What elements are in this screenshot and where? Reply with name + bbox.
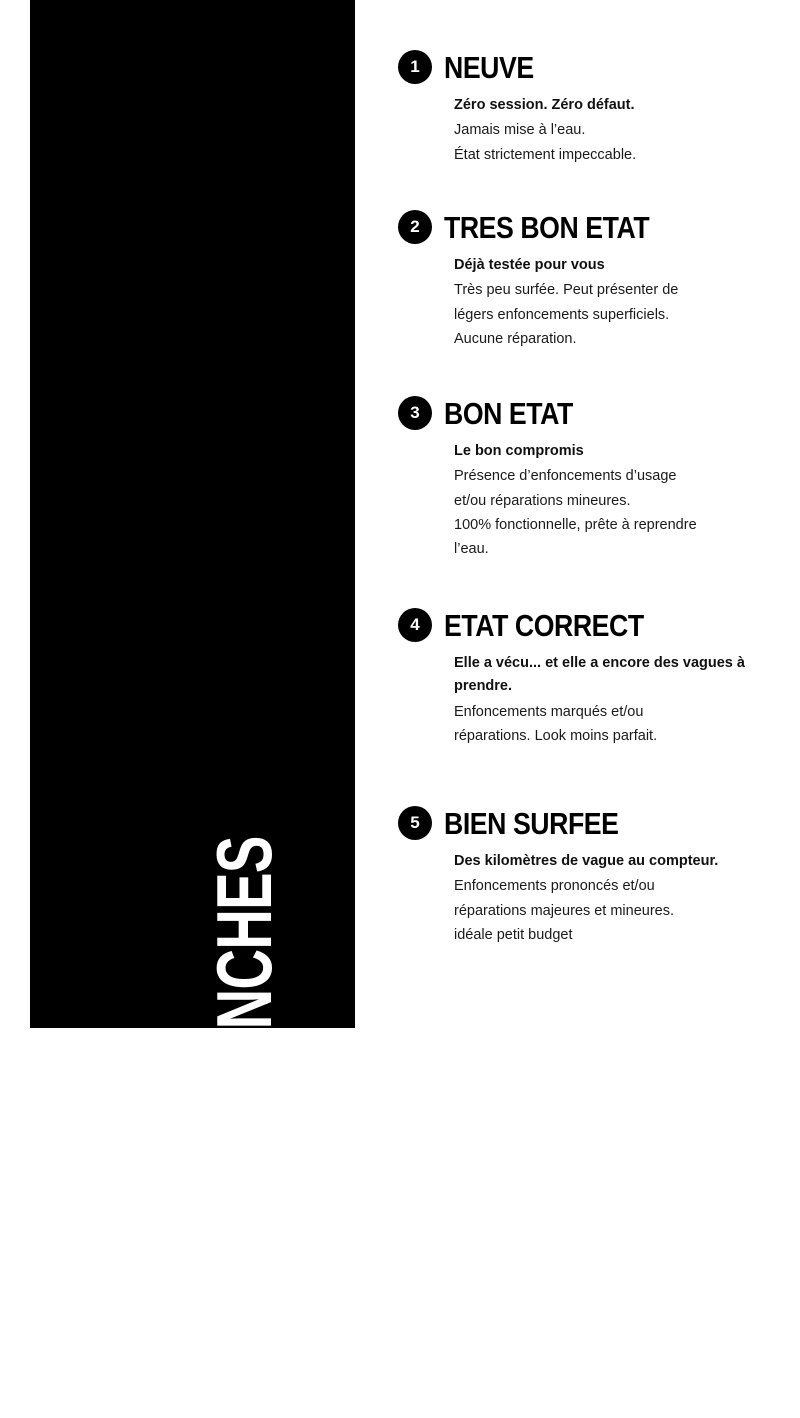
condition-item-1-line-1: Jamais mise à l’eau. [454, 122, 586, 139]
condition-item-5-number-badge: 5 [398, 806, 432, 840]
condition-item-2-lead: Déjà testée pour vous [454, 257, 605, 273]
condition-item-3-number-badge: 3 [398, 396, 432, 430]
condition-item-3-line-3: 100% fonctionnelle, prête à reprendre [454, 516, 697, 533]
condition-item-1 [398, 50, 770, 167]
condition-item-3-header [398, 396, 770, 430]
condition-item-4-line-2: réparations. Look moins parfait. [454, 728, 658, 745]
condition-item-2-line-3: Aucune réparation. [454, 330, 577, 347]
condition-item-5-line-3: idéale petit budget [454, 926, 573, 943]
condition-item-4-header [398, 608, 770, 642]
condition-item-5-description [454, 874, 754, 946]
condition-item-4-title: ETAT CORRECT [444, 607, 644, 643]
condition-item-5-body [454, 850, 754, 947]
condition-item-2-title: TRES BON ETAT [444, 209, 650, 245]
condition-item-3-lead: Le bon compromis [454, 443, 584, 459]
condition-item-5-lead: Des kilomètres de vague au compteur. [454, 853, 719, 869]
condition-item-2-description [454, 278, 754, 350]
poster-vertical-title [199, 610, 288, 1418]
condition-list [398, 0, 770, 1028]
condition-item-2-body [454, 254, 754, 351]
condition-item-4-number-badge: 4 [398, 608, 432, 642]
condition-item-2-header [398, 210, 770, 244]
condition-item-4-description [454, 700, 754, 748]
condition-item-5-header [398, 806, 770, 840]
condition-item-3-line-2: et/ou réparations mineures. [454, 492, 631, 509]
condition-item-2-number-badge: 2 [398, 210, 432, 244]
condition-item-5-line-2: réparations majeures et mineures. [454, 902, 675, 919]
condition-item-3-body [454, 440, 754, 561]
condition-item-3-description [454, 464, 754, 560]
condition-item-3 [398, 396, 770, 561]
condition-item-1-body [454, 94, 754, 167]
condition-item-5-title: BIEN SURFEE [444, 805, 619, 841]
condition-item-1-line-2: État strictement impeccable. [454, 146, 637, 163]
condition-item-3-line-4: l’eau. [454, 540, 489, 557]
condition-item-1-title: NEUVE [444, 49, 534, 85]
condition-item-2 [398, 210, 770, 351]
vertical-title-container [199, 394, 341, 1418]
condition-item-5 [398, 806, 770, 947]
left-black-band [30, 0, 355, 1418]
condition-item-4-lead: Elle a vécu... et elle a encore des vagues à prendre. [454, 655, 745, 695]
condition-item-1-number-badge: 1 [398, 50, 432, 84]
condition-item-4-line-1: Enfoncements marqués et/ou [454, 703, 644, 720]
condition-item-2-line-1: Très peu surfée. Peut présenter de [454, 282, 679, 299]
condition-item-5-line-1: Enfoncements prononcés et/ou [454, 878, 655, 895]
poster-vertical-title-text: ETAT DES PLANCHES [199, 836, 288, 1418]
condition-item-3-title: BON ETAT [444, 395, 573, 431]
condition-item-1-header [398, 50, 770, 84]
condition-item-3-line-1: Présence d’enfoncements d’usage [454, 468, 677, 485]
condition-item-4 [398, 608, 770, 748]
condition-item-1-lead: Zéro session. Zéro défaut. [454, 97, 635, 113]
condition-item-1-description [454, 118, 754, 166]
condition-item-2-line-2: légers enfoncements superficiels. [454, 306, 670, 323]
condition-item-4-body [454, 652, 754, 748]
